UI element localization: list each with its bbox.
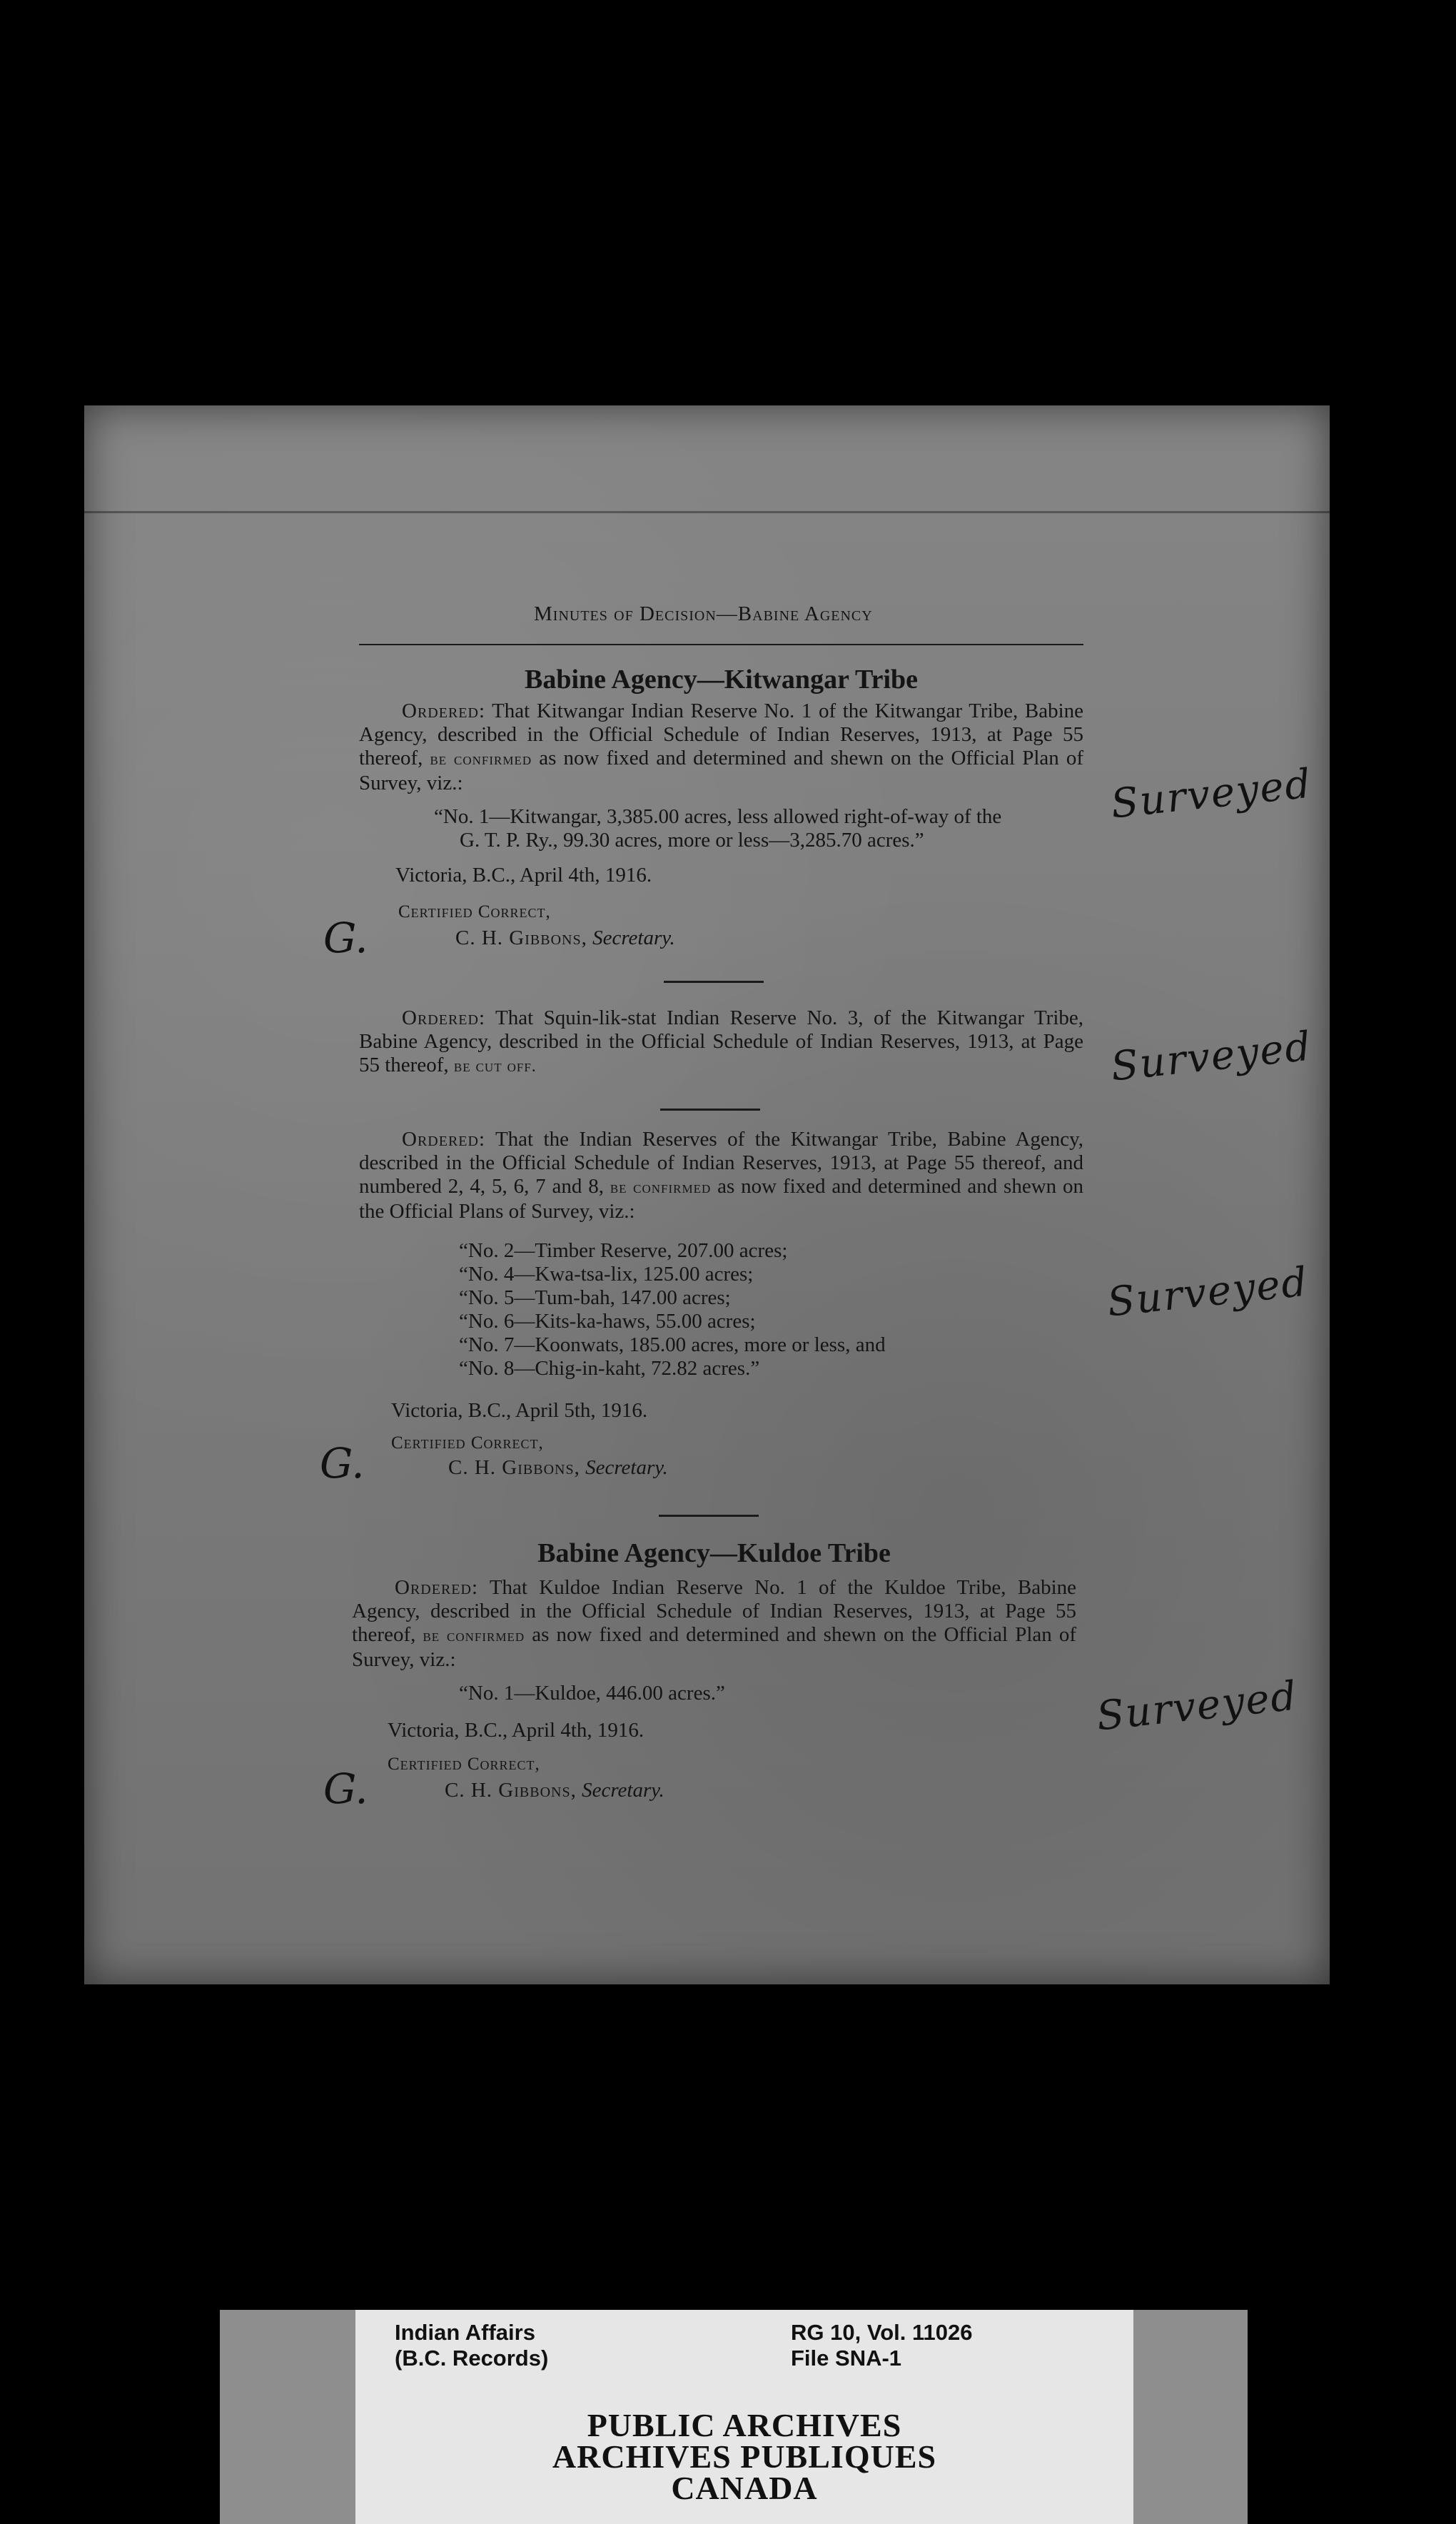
order-kitwangar-reserves [359, 1128, 1083, 1223]
label-collection-sub: (B.C. Records) [395, 2346, 549, 2371]
order-text-continued: as now fixed and determined and shewn on the Official Plan of Survey, viz.: [359, 747, 1083, 794]
reserve-list [459, 1239, 1108, 1380]
reserve-list-item: “No. 5—Tum-bah, 147.00 acres; [459, 1286, 731, 1309]
header-rule [359, 644, 1083, 645]
margin-note-surveyed: Surveyed [1105, 1258, 1311, 1326]
label-reference: RG 10, Vol. 11026 [791, 2320, 973, 2345]
document-page [84, 405, 1330, 1984]
divider-rule [660, 1109, 760, 1111]
archives-stamp-line: PUBLIC ARCHIVES [587, 2407, 902, 2443]
be-confirmed-label: be confirmed [610, 1178, 712, 1197]
quote-line: “No. 1—Kitwangar, 3,385.00 acres, less allowed right-of-way of the [434, 805, 1002, 828]
quote-line: “No. 1—Kuldoe, 446.00 acres.” [459, 1682, 725, 1705]
dateline: Victoria, B.C., April 4th, 1916. [395, 864, 652, 887]
label-edge [220, 2310, 355, 2524]
ordered-label: Ordered: [402, 700, 485, 722]
label-file: File SNA-1 [791, 2346, 902, 2371]
reserve-quote [434, 805, 1083, 852]
certified-correct: Certified Correct, [398, 902, 551, 922]
page-fold-line [84, 511, 1330, 513]
section-title-kitwangar: Babine Agency—Kitwangar Tribe [524, 665, 919, 695]
ordered-label: Ordered: [402, 1006, 485, 1029]
reserve-list-item: “No. 7—Koonwats, 185.00 acres, more or less, and [459, 1333, 886, 1356]
divider-rule [659, 1515, 759, 1517]
secretary-title: Secretary. [582, 1779, 664, 1802]
order-squin-lik-stat [359, 1006, 1083, 1079]
secretary-signature [448, 1456, 668, 1480]
order-kuldoe-reserve-1 [352, 1576, 1076, 1672]
label-edge [1133, 2310, 1248, 2524]
order-text: That Kitwangar Indian Reserve No. 1 of the Kitwangar Tribe, Babine Agency, described in the Official Schedule of Indian Reserves, 1913, at Page 55 thereof, [359, 700, 1084, 769]
archives-stamp-line: CANADA [671, 2470, 818, 2506]
secretary-name: C. H. Gibbons, [448, 1456, 580, 1479]
order-kitwangar-reserve-1 [359, 700, 1083, 795]
margin-note-surveyed: Surveyed [1108, 1023, 1315, 1091]
reserve-list-item: “No. 6—Kits-ka-haws, 55.00 acres; [459, 1310, 756, 1333]
section-title-kuldoe: Babine Agency—Kuldoe Tribe [537, 1538, 891, 1568]
margin-note-surveyed: Surveyed [1108, 760, 1315, 828]
dateline: Victoria, B.C., April 4th, 1916. [388, 1719, 644, 1742]
certified-correct: Certified Correct, [388, 1755, 540, 1774]
divider-rule [664, 981, 764, 983]
ordered-label: Ordered: [402, 1128, 485, 1151]
be-confirmed-label: be confirmed [430, 750, 532, 769]
reserve-list-item: “No. 8—Chig-in-kaht, 72.82 acres.” [459, 1357, 760, 1380]
running-head: Minutes of Decision—Babine Agency [534, 602, 873, 625]
order-text: That Kuldoe Indian Reserve No. 1 of the Kuldoe Tribe, Babine Agency, described in the Official Schedule of Indian Reserves, 1913, at Page 55 thereof, [352, 1576, 1076, 1646]
order-text-continued: as now fixed and determined and shewn on the Official Plan of Survey, viz.: [352, 1623, 1076, 1671]
reserve-quote [459, 1682, 1108, 1705]
cut-off-label: be cut off. [453, 1057, 537, 1076]
secretary-title: Secretary. [592, 927, 675, 949]
handwritten-initial: G. [323, 914, 368, 962]
secretary-signature [455, 927, 675, 950]
quote-line: G. T. P. Ry., 99.30 acres, more or less—3,285.70 acres.” [460, 829, 924, 852]
archive-label-card [355, 2310, 1133, 2524]
ordered-label: Ordered: [395, 1576, 478, 1599]
certified-correct: Certified Correct, [391, 1433, 544, 1453]
order-text: That the Indian Reserves of the Kitwangar Tribe, Babine Agency, described in the Official Schedule of Indian Reserves, 1913, at Page 55 thereof, and numbered 2, 4, 5, 6, 7 and 8, [359, 1128, 1083, 1198]
secretary-name: C. H. Gibbons, [455, 927, 587, 949]
secretary-signature [445, 1779, 664, 1802]
handwritten-initial: G. [320, 1439, 365, 1488]
order-text: That Squin-lik-stat Indian Reserve No. 3, of the Kitwangar Tribe, Babine Agency, described in the Official Schedule of Indian Reserves, 1913, at Page 55 thereof, [359, 1006, 1083, 1076]
be-confirmed-label: be confirmed [423, 1627, 525, 1645]
handwritten-initial: G. [323, 1765, 368, 1813]
reserve-list-item: “No. 4—Kwa-tsa-lix, 125.00 acres; [459, 1263, 754, 1286]
secretary-name: C. H. Gibbons, [445, 1779, 577, 1802]
secretary-title: Secretary. [585, 1456, 668, 1479]
reserve-list-item: “No. 2—Timber Reserve, 207.00 acres; [459, 1239, 788, 1262]
archive-label-strip [220, 2310, 1248, 2524]
order-text-continued: as now fixed and determined and shewn on the Official Plans of Survey, viz.: [359, 1175, 1083, 1223]
margin-note-surveyed: Surveyed [1094, 1672, 1300, 1740]
label-collection: Indian Affairs [395, 2320, 535, 2345]
dateline: Victoria, B.C., April 5th, 1916. [391, 1399, 648, 1422]
archives-stamp-line: ARCHIVES PUBLIQUES [552, 2438, 937, 2475]
